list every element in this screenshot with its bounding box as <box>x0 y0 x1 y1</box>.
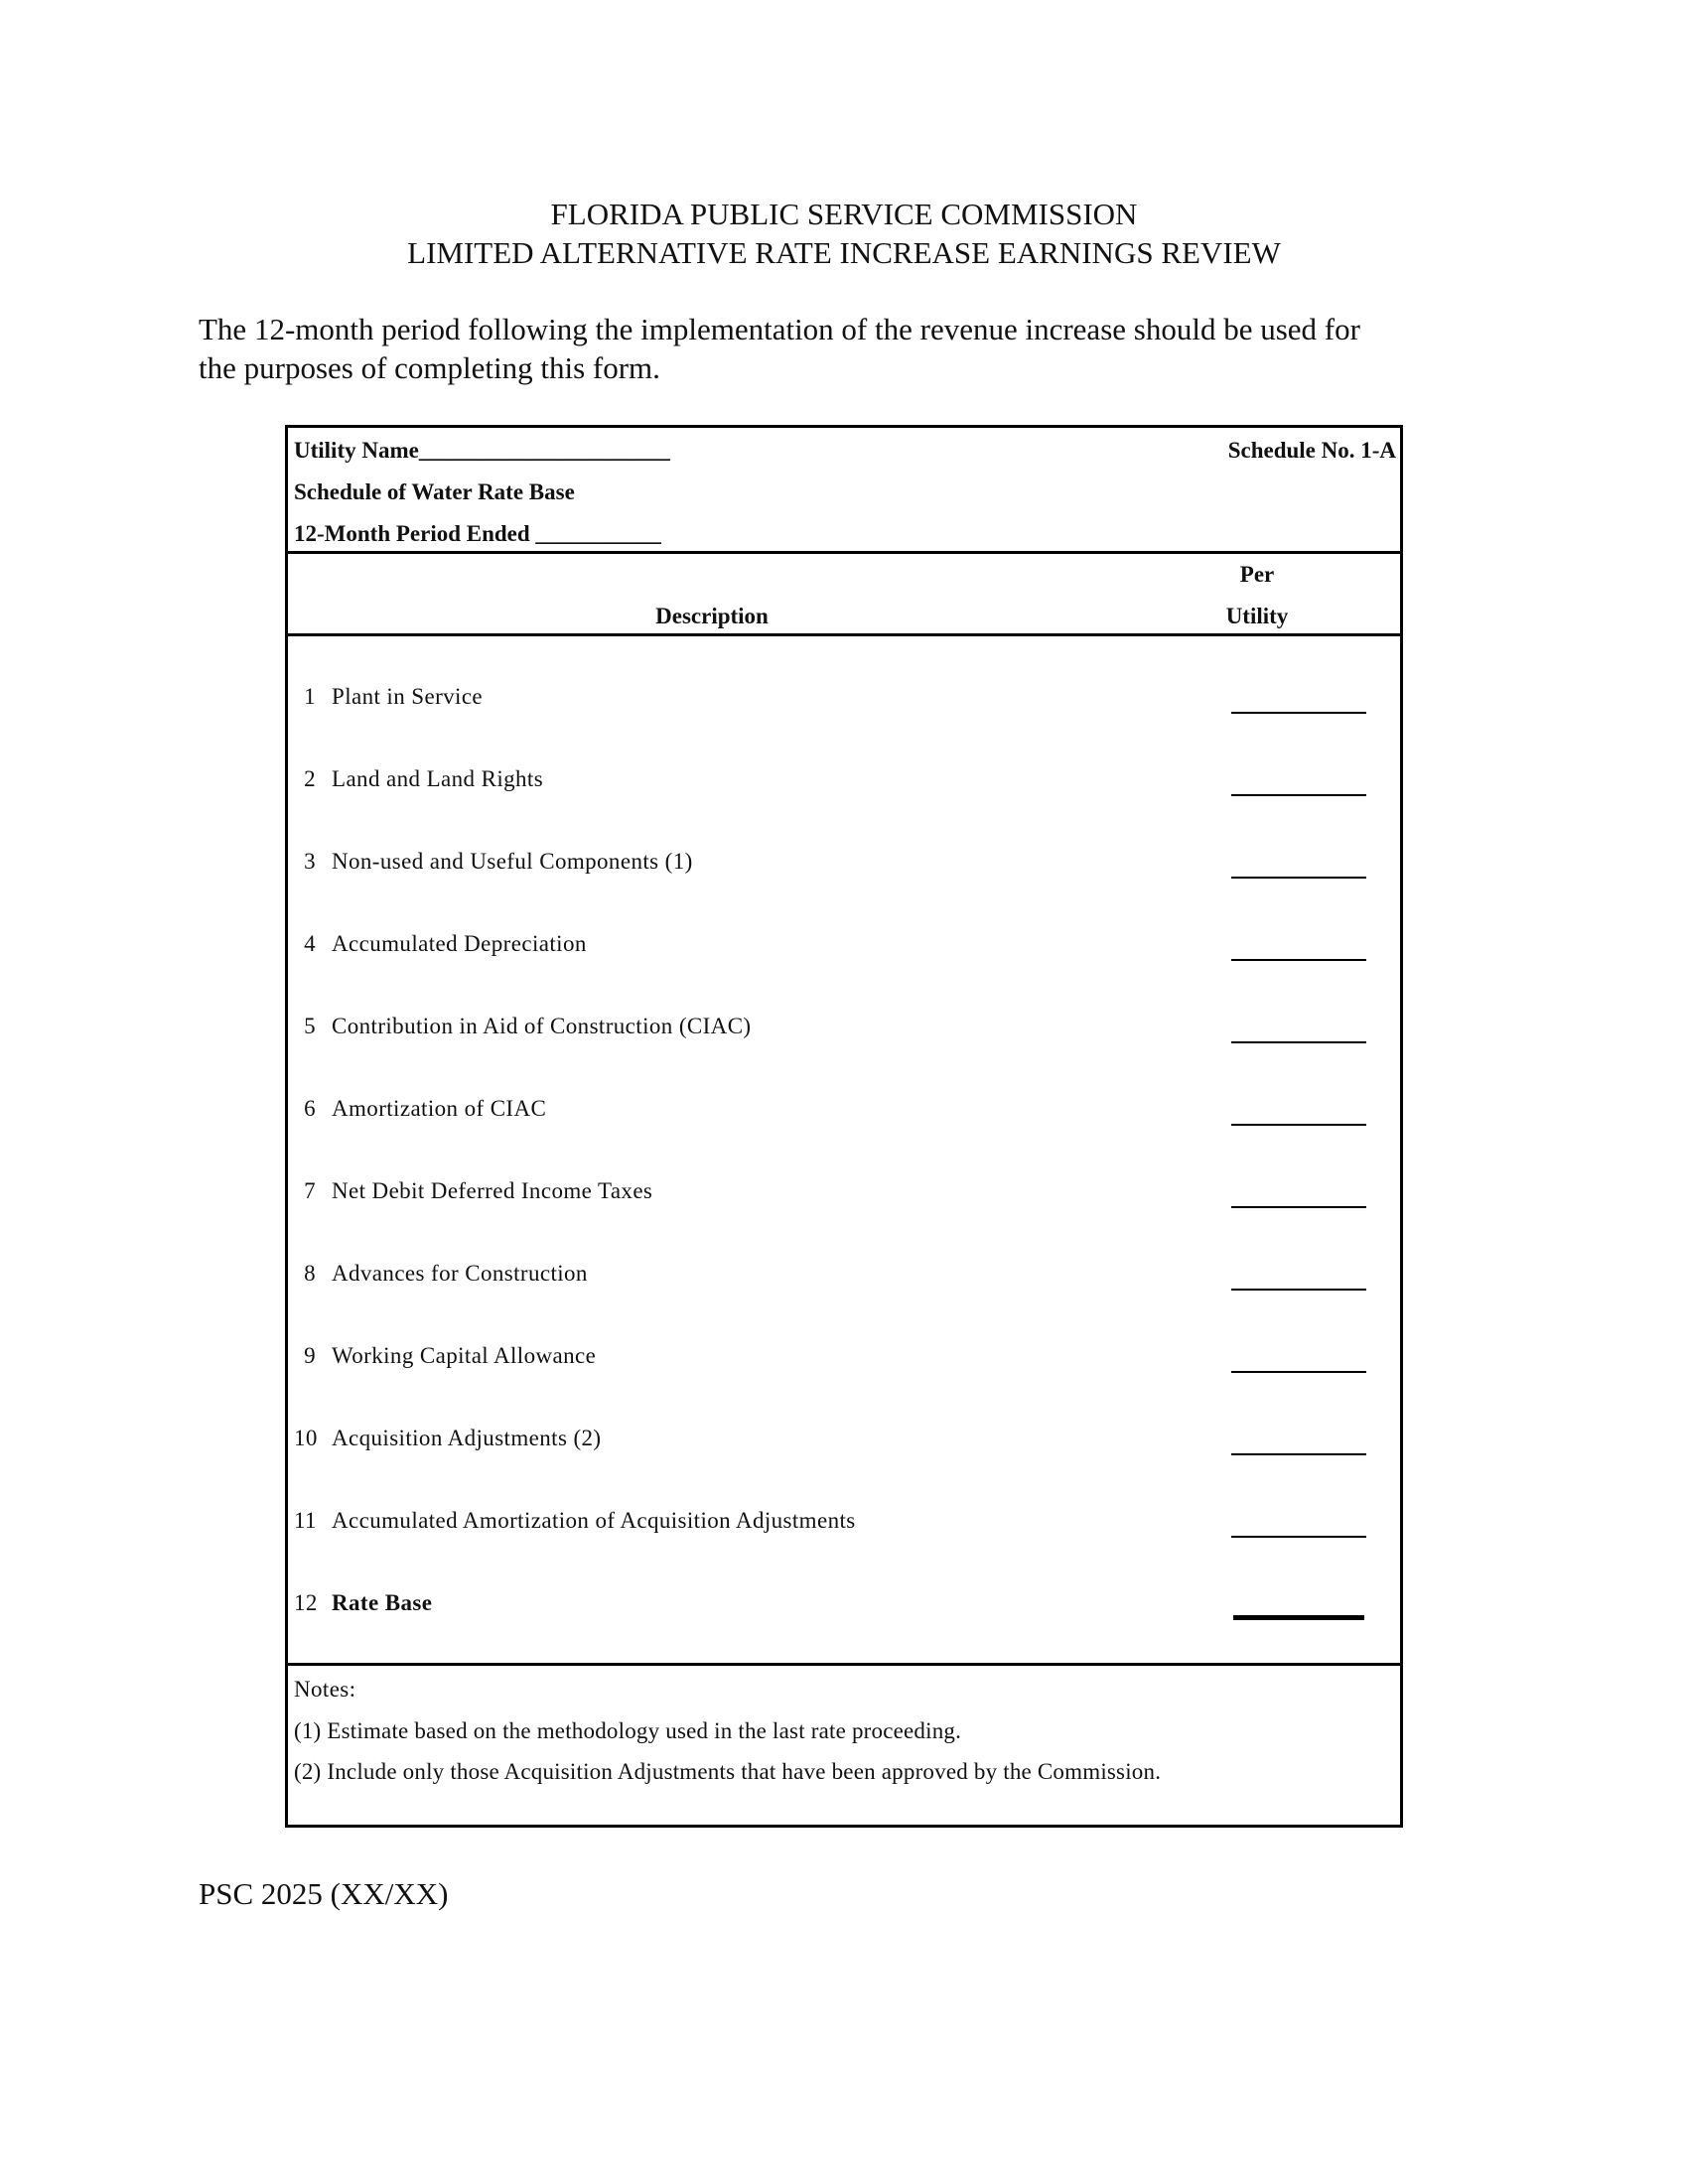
column-header-utility: Utility <box>1225 604 1289 628</box>
notes-divider <box>288 1663 1400 1666</box>
line-item-row <box>288 1508 1400 1568</box>
per-utility-input-line[interactable] <box>1233 1615 1364 1620</box>
line-item-row <box>288 1261 1400 1320</box>
line-label: Working Capital Allowance <box>332 1343 597 1368</box>
utility-name-field[interactable]: Utility Name______________________ <box>294 438 670 463</box>
schedule-number: Schedule No. 1-A <box>1227 438 1396 463</box>
line-item-row <box>288 1343 1400 1403</box>
intro-paragraph <box>199 310 1489 387</box>
line-item-row <box>288 766 1400 826</box>
line-label: Plant in Service <box>332 684 484 709</box>
line-item-row <box>288 1426 1400 1485</box>
line-item-row <box>288 849 1400 908</box>
line-number: 7 <box>304 1178 316 1203</box>
intro-line-1: The 12-month period following the implementation of the revenue increase should be used for <box>199 312 1360 346</box>
line-number: 8 <box>304 1261 316 1286</box>
line-number: 4 <box>304 931 316 956</box>
schedule-title: Schedule of Water Rate Base <box>294 479 575 504</box>
header-commission: FLORIDA PUBLIC SERVICE COMMISSION <box>550 197 1138 231</box>
line-number: 5 <box>304 1014 316 1038</box>
document-header <box>0 195 1688 272</box>
line-item-row <box>288 1178 1400 1238</box>
line-item-row <box>288 1590 1400 1650</box>
line-label: Contribution in Aid of Construction (CIAC) <box>332 1014 752 1038</box>
period-ended-field[interactable]: 12-Month Period Ended ___________ <box>294 521 661 546</box>
per-utility-input-line[interactable] <box>1231 1371 1366 1373</box>
per-utility-input-line[interactable] <box>1231 1453 1366 1455</box>
header-review-title: LIMITED ALTERNATIVE RATE INCREASE EARNINGS REVIEW <box>407 235 1281 270</box>
line-item-row <box>288 684 1400 744</box>
note-2: (2) Include only those Acquisition Adjustments that have been approved by the Commission. <box>294 1759 1162 1784</box>
line-label: Accumulated Depreciation <box>332 931 587 956</box>
intro-line-2: the purposes of completing this form. <box>199 350 660 385</box>
per-utility-input-line[interactable] <box>1231 877 1366 879</box>
per-utility-input-line[interactable] <box>1231 1536 1366 1538</box>
line-number: 3 <box>304 849 316 874</box>
line-number: 6 <box>304 1096 316 1121</box>
line-item-row <box>288 1096 1400 1156</box>
line-label: Non-used and Useful Components (1) <box>332 849 693 874</box>
per-utility-input-line[interactable] <box>1231 1289 1366 1291</box>
note-1: (1) Estimate based on the methodology used in the last rate proceeding. <box>294 1718 962 1743</box>
per-utility-input-line[interactable] <box>1231 1206 1366 1208</box>
line-label: Amortization of CIAC <box>332 1096 547 1121</box>
per-utility-input-line[interactable] <box>1231 1041 1366 1043</box>
notes-heading: Notes: <box>294 1677 356 1702</box>
line-number: 12 <box>294 1590 318 1615</box>
column-header-description: Description <box>655 604 769 628</box>
form-number: PSC 2025 (XX/XX) <box>199 1876 449 1911</box>
column-header-per: Per <box>1239 562 1275 587</box>
line-number: 2 <box>304 766 316 791</box>
per-utility-input-line[interactable] <box>1231 1124 1366 1126</box>
per-utility-input-line[interactable] <box>1231 794 1366 796</box>
column-header-divider <box>288 633 1400 636</box>
line-label: Acquisition Adjustments (2) <box>332 1426 602 1450</box>
line-item-row <box>288 931 1400 991</box>
line-label: Rate Base <box>332 1590 433 1615</box>
per-utility-input-line[interactable] <box>1231 712 1366 714</box>
line-label: Advances for Construction <box>332 1261 588 1286</box>
rate-base-schedule-form <box>285 425 1403 1828</box>
line-number: 1 <box>304 684 316 709</box>
header-divider <box>288 551 1400 554</box>
line-item-row <box>288 1014 1400 1073</box>
line-label: Net Debit Deferred Income Taxes <box>332 1178 653 1203</box>
line-label: Land and Land Rights <box>332 766 544 791</box>
per-utility-input-line[interactable] <box>1231 959 1366 961</box>
line-number: 11 <box>294 1508 317 1533</box>
line-label: Accumulated Amortization of Acquisition Adjustments <box>332 1508 856 1533</box>
line-number: 9 <box>304 1343 316 1368</box>
line-number: 10 <box>294 1426 318 1450</box>
